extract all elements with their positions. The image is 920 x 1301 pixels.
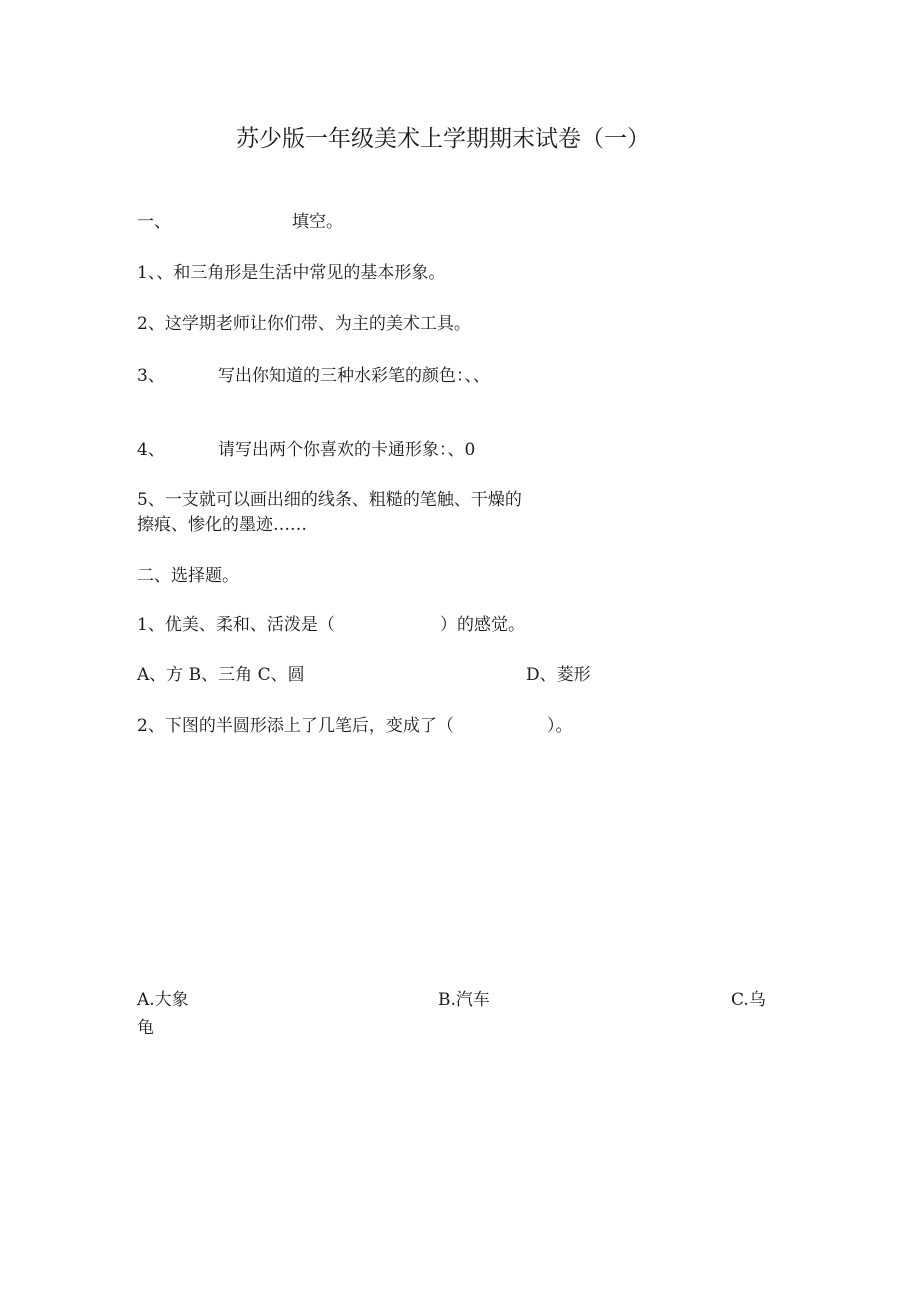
- question-2-2-end: ）。: [547, 716, 573, 736]
- question-2-1-option-d: D、菱形: [526, 665, 591, 685]
- question-2-2-text: 2、下图的半圆形添上了几笔后，变成了（: [137, 716, 454, 736]
- question-1-3-text: 写出你知道的三种水彩笔的颜色：、、: [218, 366, 490, 386]
- question-2-1-end: ）的感觉。: [440, 615, 525, 635]
- question-2-2-option-c-part-1: C.乌: [731, 990, 766, 1010]
- question-2-2-option-b: B.汽车: [438, 990, 490, 1010]
- question-1-1: 1、、和三角形是生活中常见的基本形象。: [137, 263, 446, 283]
- section-1-number: 一、: [137, 212, 171, 232]
- question-2-2-option-c-part-2: 龟: [137, 1018, 154, 1038]
- question-2-1-options-abc: A、方 B、三角 C、圆: [137, 665, 305, 685]
- question-1-5-line-1: 5、一支就可以画出细的线条、粗糙的笔触、干燥的: [137, 490, 522, 510]
- page-title: 苏少版一年级美术上学期期末试卷（一）: [236, 126, 650, 152]
- section-1-heading: 填空。: [292, 212, 343, 232]
- question-1-2: 2、这学期老师让你们带、为主的美术工具。: [137, 314, 471, 334]
- question-1-4-number: 4、: [137, 440, 165, 460]
- question-1-5-line-2: 擦痕、惨化的墨迹……: [137, 515, 307, 535]
- question-2-2-option-a: A.大象: [137, 990, 189, 1010]
- question-1-3-number: 3、: [137, 366, 165, 386]
- question-1-4-text: 请写出两个你喜欢的卡通形象：、0: [218, 440, 476, 460]
- section-2-heading: 二、选择题。: [137, 566, 239, 586]
- question-2-1-text: 1、优美、柔和、活泼是（: [137, 615, 335, 635]
